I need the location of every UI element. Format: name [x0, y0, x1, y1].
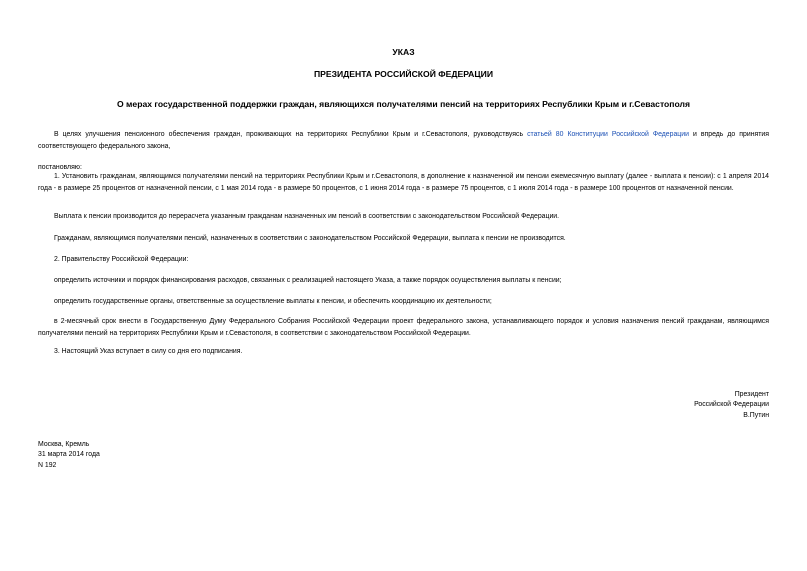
- item-3-paragraph: 3. Настоящий Указ вступает в силу со дня его подписания.: [54, 348, 243, 355]
- no-payment-paragraph: Гражданам, являющимся получателями пенсий, назначенных в соответствии с законодательством Российской Федерации, выплата к пенсии не производится.: [54, 235, 566, 242]
- item-2-a-paragraph: определить источники и порядок финансирования расходов, связанных с реализацией настоящего Указа, а также порядок осуществления выплаты к пенсии;: [54, 277, 562, 284]
- signature-title: Президент: [734, 391, 769, 398]
- signature-country: Российской Федерации: [694, 401, 769, 409]
- decree-issuer: ПРЕЗИДЕНТА РОССИЙСКОЙ ФЕДЕРАЦИИ: [313, 69, 494, 79]
- item-2-paragraph: 2. Правительству Российской Федерации:: [54, 256, 189, 263]
- item-1-paragraph: 1. Установить гражданам, являющимся получателями пенсий на территориях Республики Крым и г.Севастополя, в дополнение к назначенной им пенсии ежемесячную выплату (далее - выплата к пенсии): с 1 апреля 2014 года - в размере 25 процентов от назначенной пенсии, с 1 мая 2014 года - в размере 50 процентов, с 1 июня 2014 года - в размере 75 процентов, с 1 июля 2014 года - в размере 100 процентов от назначенной пенсии.: [38, 173, 769, 192]
- decree-subject: О мерах государственной поддержки граждан, являющихся получателями пенсий на территориях Республики Крым и г.Севастополя: [116, 99, 690, 109]
- preamble-paragraph: [38, 129, 769, 152]
- preamble-text-end: и впредь до принятия соответствующего федерального закона,: [38, 131, 769, 150]
- signing-date: 31 марта 2014 года: [38, 451, 100, 459]
- constitution-article-link[interactable]: статьей 80 Конституции Российской Федерации: [527, 131, 689, 138]
- decree-title: УКАЗ: [392, 47, 415, 57]
- signing-place: Москва, Кремль: [38, 441, 90, 448]
- preamble-text-start: В целях улучшения пенсионного обеспечения граждан, проживающих на территориях Республики Крым и г.Севастополя, руководствуясь: [54, 131, 528, 138]
- item-2-c-paragraph: в 2-месячный срок внести в Государственную Думу Федерального Собрания Российской Федерации проект федерального закона, устанавливающего порядок и условия назначения пенсий гражданам, являющимся получателями пенсий на территориях Республики Крым и г.Севастополя, в соответствии с законодательством Российской Федерации.: [38, 318, 769, 337]
- item-2-b-paragraph: определить государственные органы, ответственные за осуществление выплаты к пенсии, и обеспечить координацию их деятельности;: [54, 298, 492, 305]
- place-date-block: [38, 440, 238, 471]
- signature-name: В.Путин: [743, 411, 769, 419]
- signature-block: [569, 390, 769, 421]
- payment-paragraph: Выплата к пенсии производится до перерасчета указанным гражданам назначенных им пенсий в соответствии с законодательством Российской Федерации.: [54, 213, 560, 220]
- decree-word: постановляю:: [38, 164, 82, 171]
- decree-number: N 192: [38, 461, 57, 469]
